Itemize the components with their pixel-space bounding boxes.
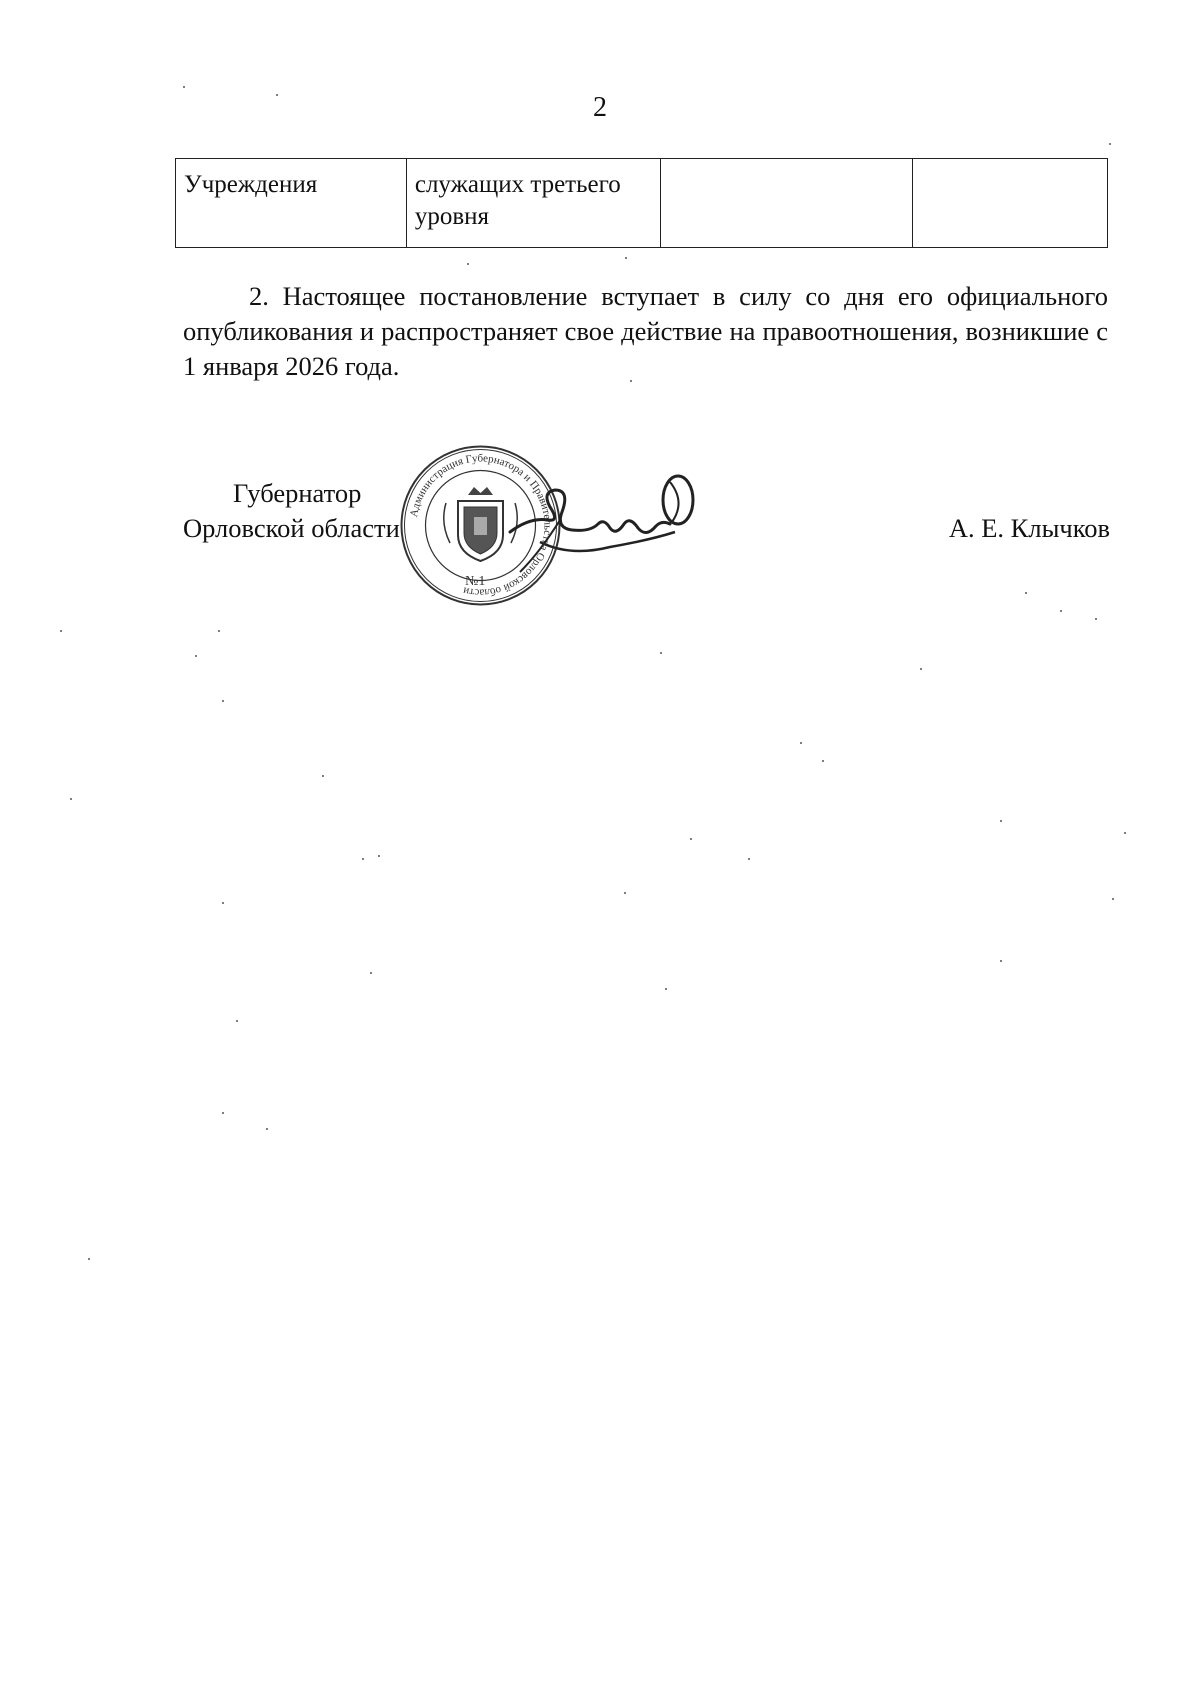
scan-speck: [1112, 898, 1114, 900]
table-cell: служащих третьего уровня: [406, 159, 660, 248]
scan-speck: [222, 700, 224, 702]
scan-speck: [920, 668, 922, 670]
table-cell: [913, 159, 1108, 248]
scan-speck: [378, 855, 380, 857]
scan-speck: [370, 972, 372, 974]
scan-speck: [218, 630, 220, 632]
scan-speck: [60, 630, 62, 632]
scan-speck: [822, 760, 824, 762]
seal-outer-text: Администрация Губернатора и Правительства Орловской области: [408, 452, 554, 599]
position-region: Орловской области: [183, 513, 400, 543]
scan-speck: [236, 1020, 238, 1022]
scan-speck: [1095, 618, 1097, 620]
scan-speck: [1109, 143, 1111, 145]
scan-speck: [266, 1128, 268, 1130]
page-number: 2: [593, 92, 607, 123]
seal-number: №1: [465, 574, 486, 589]
scan-speck: [660, 652, 662, 654]
scan-speck: [625, 257, 627, 259]
scan-speck: [690, 838, 692, 840]
scan-speck: [1025, 592, 1027, 594]
signatory-position: [183, 476, 400, 546]
scan-speck: [665, 988, 667, 990]
scan-speck: [1124, 832, 1126, 834]
scan-speck: [1000, 960, 1002, 962]
scan-speck: [467, 263, 469, 265]
resolution-paragraph: 2. Настоящее постановление вступает в силу со дня его официального опубликования и распространяет свое действие на правоотношения, возникшие с 1 января 2026 года.: [183, 281, 1108, 381]
scan-speck: [222, 902, 224, 904]
scan-speck: [800, 742, 802, 744]
table-cell: Учреждения: [176, 159, 407, 248]
scan-speck: [1060, 610, 1062, 612]
signatory-name: А. Е. Клычков: [948, 513, 1110, 543]
scan-speck: [624, 892, 626, 894]
table-cell: [660, 159, 913, 248]
scan-speck: [70, 798, 72, 800]
scan-speck: [630, 380, 632, 382]
scan-speck: [362, 858, 364, 860]
scan-speck: [195, 655, 197, 657]
continuation-table: [175, 158, 1108, 248]
scan-speck: [88, 1258, 90, 1260]
table-row: [176, 159, 1108, 248]
scan-speck: [183, 86, 185, 88]
scan-speck: [276, 94, 278, 96]
scan-speck: [1000, 820, 1002, 822]
handwritten-signature: [500, 462, 720, 582]
scan-speck: [322, 775, 324, 777]
scan-speck: [222, 1112, 224, 1114]
position-title: Губернатор: [233, 478, 362, 508]
scan-speck: [748, 858, 750, 860]
